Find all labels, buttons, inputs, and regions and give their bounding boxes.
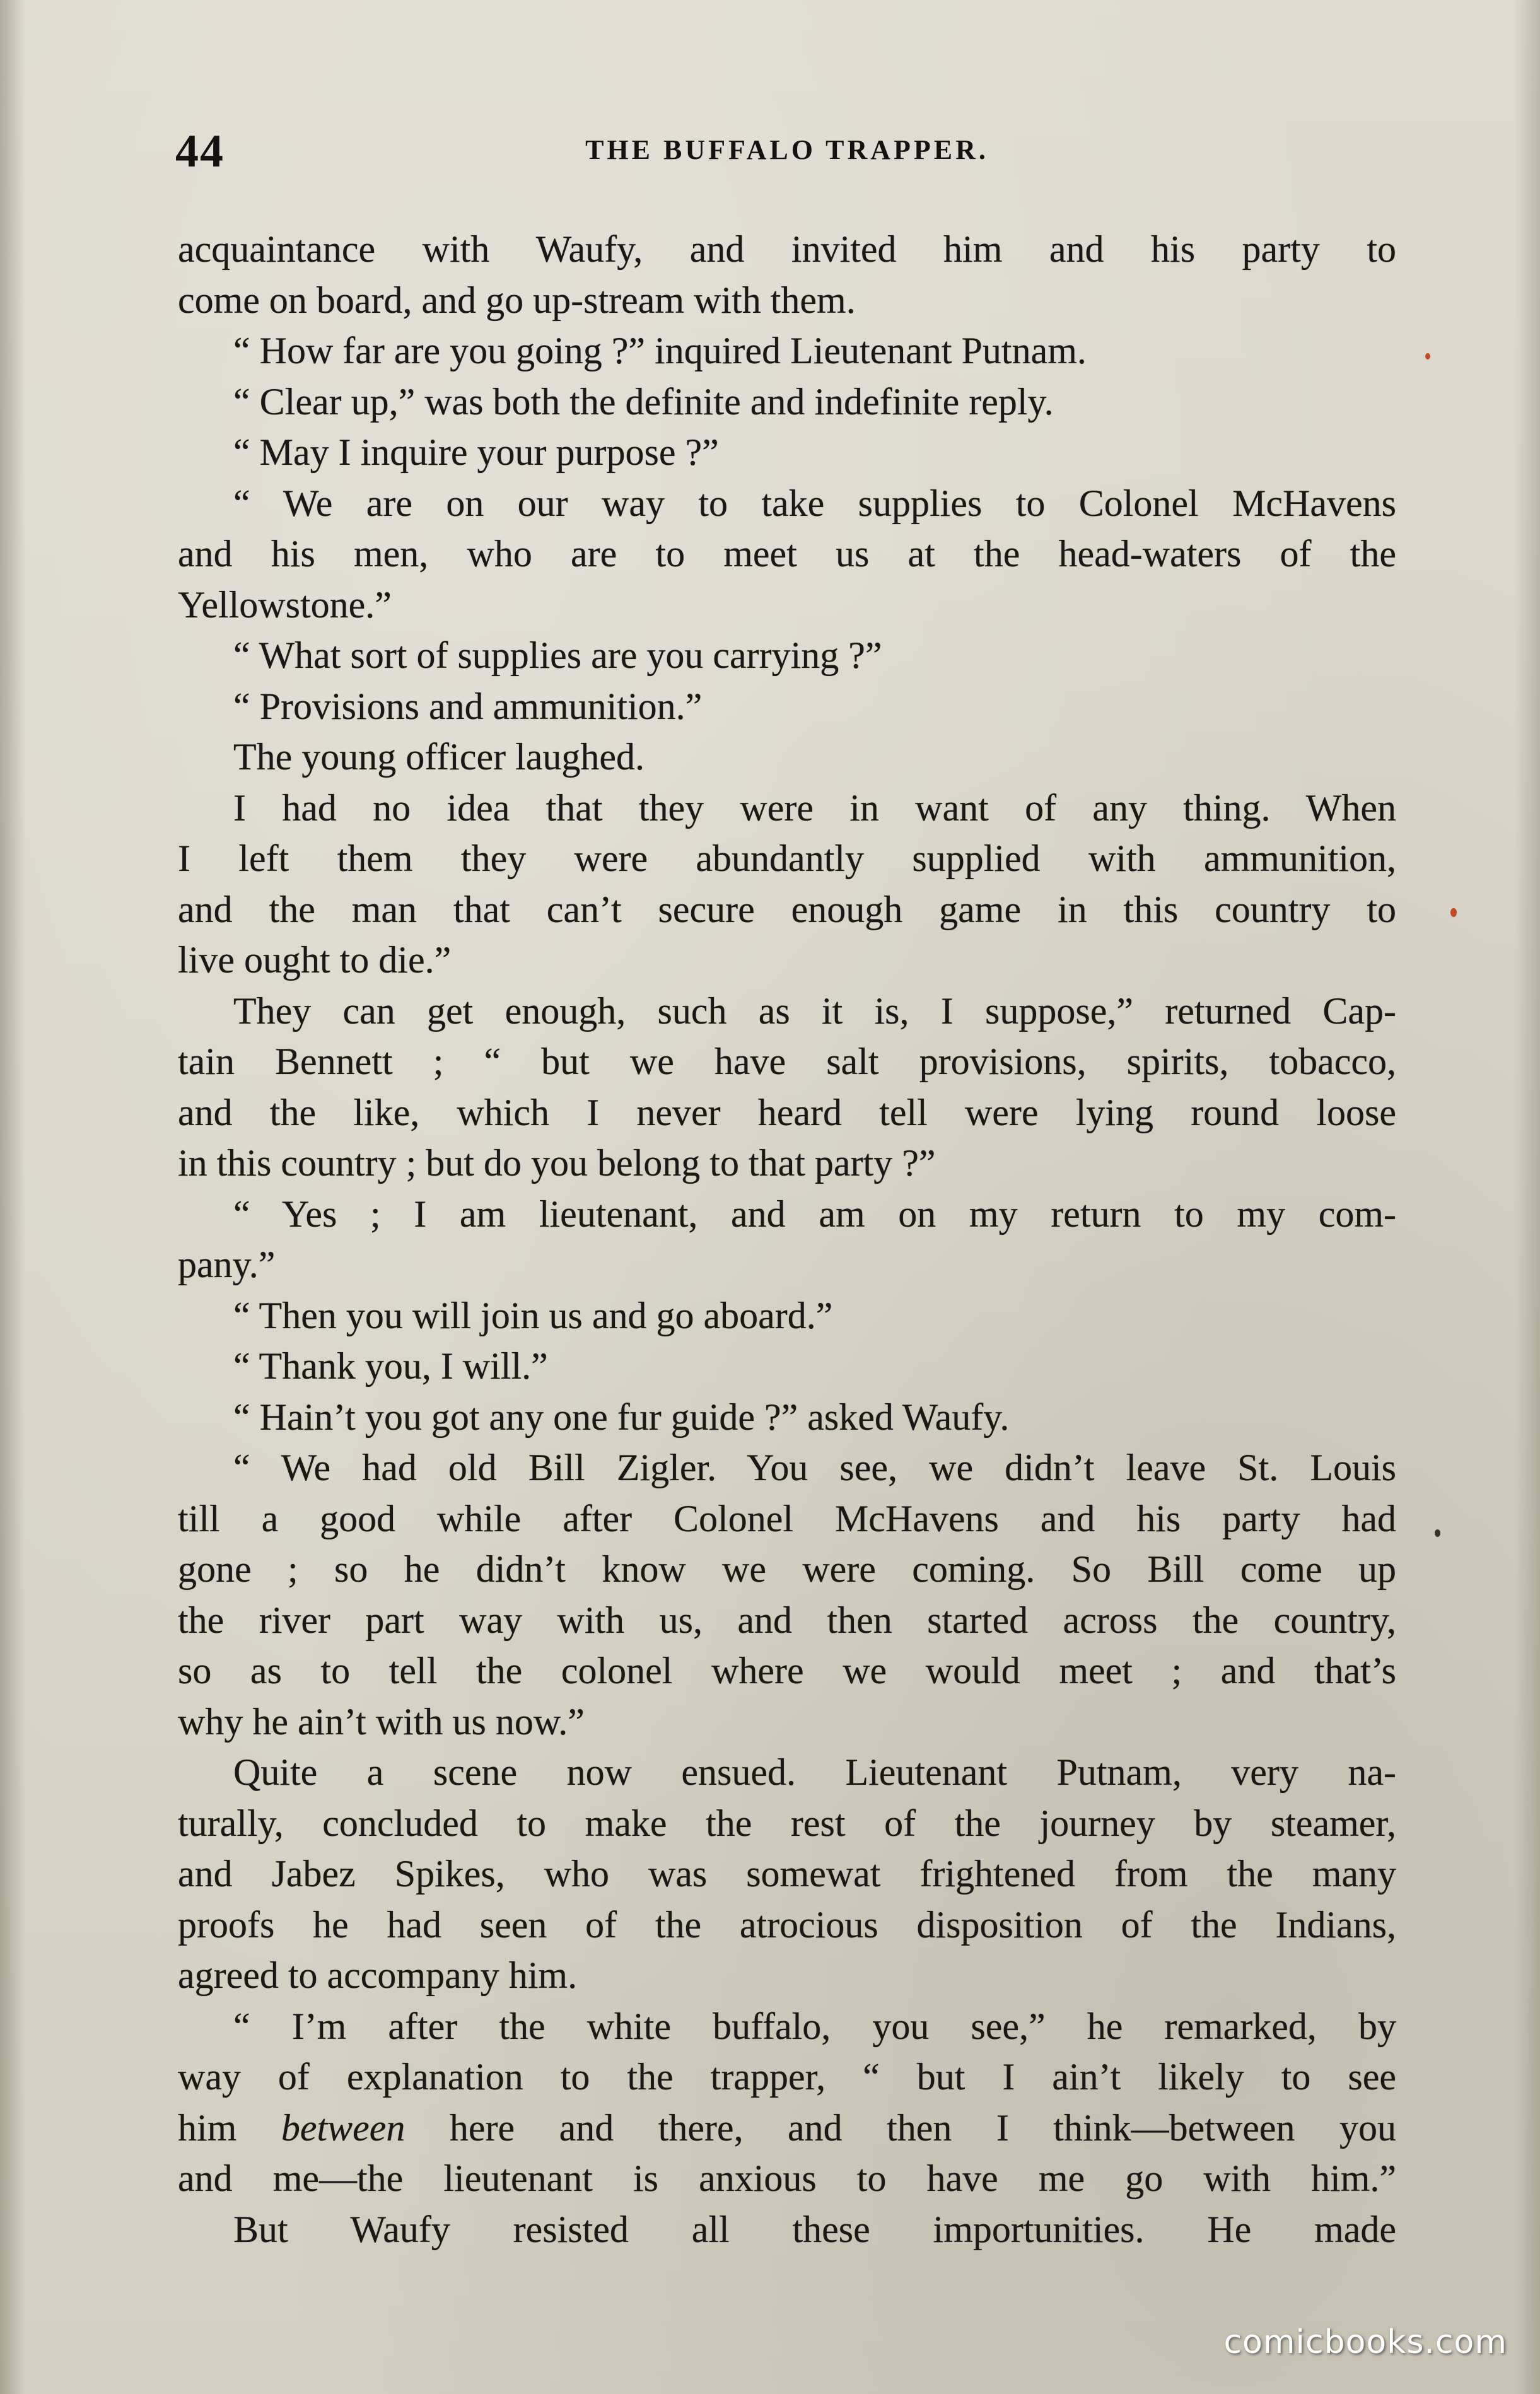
text-line: “ What sort of supplies are you carrying ?” [233, 634, 882, 676]
watermark: comicbooks.com [1223, 2323, 1507, 2361]
text-line: proofs he had seen of the atrocious disposition of the Indians, [178, 1903, 1396, 1946]
page-edge-shadow-right [1515, 0, 1540, 2394]
text-line: pany.” [178, 1244, 276, 1285]
text-line: “ May I inquire your purpose ?” [233, 431, 719, 473]
text-line: till a good while after Colonel McHavens and his party had [178, 1497, 1396, 1539]
text-line: “ Then you will join us and go aboard.” [233, 1294, 833, 1336]
text-line: and the man that can’t secure enough game in this country to [178, 888, 1396, 930]
text-line: way of explanation to the trapper, “ but I ain’t likely to see [178, 2056, 1396, 2098]
text-line: come on board, and go up-stream with them. [178, 279, 856, 321]
text-line: and the like, which I never heard tell were lying round loose [178, 1091, 1396, 1133]
text-line: “ How far are you going ?” inquired Lieutenant Putnam. [233, 330, 1087, 371]
text-line: “ We had old Bill Zigler. You see, we didn’t leave St. Louis [233, 1447, 1396, 1488]
text-line: tain Bennett ; “ but we have salt provisions, spirits, tobacco, [178, 1041, 1396, 1082]
text-line: “ Yes ; I am lieutenant, and am on my return to my com- [233, 1193, 1396, 1235]
text-line: the river part way with us, and then started across the country, [178, 1599, 1396, 1641]
running-title: THE BUFFALO TRAPPER. [585, 134, 989, 165]
text-line: gone ; so he didn’t know we were coming. So Bill come up [178, 1548, 1396, 1590]
text-line: and Jabez Spikes, who was somewat frightened from the many [178, 1853, 1396, 1895]
text-line: “ Provisions and ammunition.” [233, 685, 703, 727]
text-line: live ought to die.” [178, 939, 452, 981]
ink-speck [1450, 908, 1457, 917]
body-text [178, 224, 1396, 2255]
text-line: “ Clear up,” was both the definite and indefinite reply. [233, 380, 1054, 423]
text-line: Yellowstone.” [178, 583, 392, 626]
page-edge-shadow-left [0, 0, 25, 2394]
ink-speck [1425, 353, 1430, 359]
page-header [175, 125, 1399, 182]
text-line: turally, concluded to make the rest of the journey by steamer, [178, 1802, 1396, 1844]
text-line: “ I’m after the white buffalo, you see,” he remarked, by [233, 2005, 1396, 2047]
text-line: agreed to accompany him. [178, 1954, 578, 1996]
page-number: 44 [175, 126, 225, 177]
text-line: But Waufy resisted all these importunities. He made [233, 2208, 1396, 2250]
italic-word: between [281, 2106, 405, 2149]
text-line: “ Thank you, I will.” [233, 1345, 548, 1387]
text-line: him between here and there, and then I think—between you [178, 2106, 1397, 2149]
text-line: so as to tell the colonel where we would meet ; and that’s [178, 1650, 1396, 1691]
text-line: They can get enough, such as it is, I suppose,” returned Cap- [233, 990, 1396, 1032]
text-line: “ Hain’t you got any one fur guide ?” asked Waufy. [233, 1396, 1010, 1438]
text-line: I left them they were abundantly supplied with ammunition, [178, 838, 1396, 879]
text-line: Quite a scene now ensued. Lieutenant Putnam, very na- [233, 1751, 1396, 1793]
text-line: acquaintance with Waufy, and invited him and his party to [178, 228, 1396, 270]
text-line: The young officer laughed. [233, 736, 645, 778]
text-line: and his men, who are to meet us at the head-waters of the [178, 533, 1396, 575]
text-line: I had no idea that they were in want of any thing. When [233, 786, 1396, 829]
text-line: and me—the lieutenant is anxious to have me go with him.” [178, 2158, 1396, 2199]
text-line: why he ain’t with us now.” [178, 1700, 585, 1743]
text-line: in this country ; but do you belong to that party ?” [178, 1142, 936, 1184]
ink-speck [1435, 1529, 1440, 1537]
text-line: “ We are on our way to take supplies to Colonel McHavens [233, 482, 1396, 524]
